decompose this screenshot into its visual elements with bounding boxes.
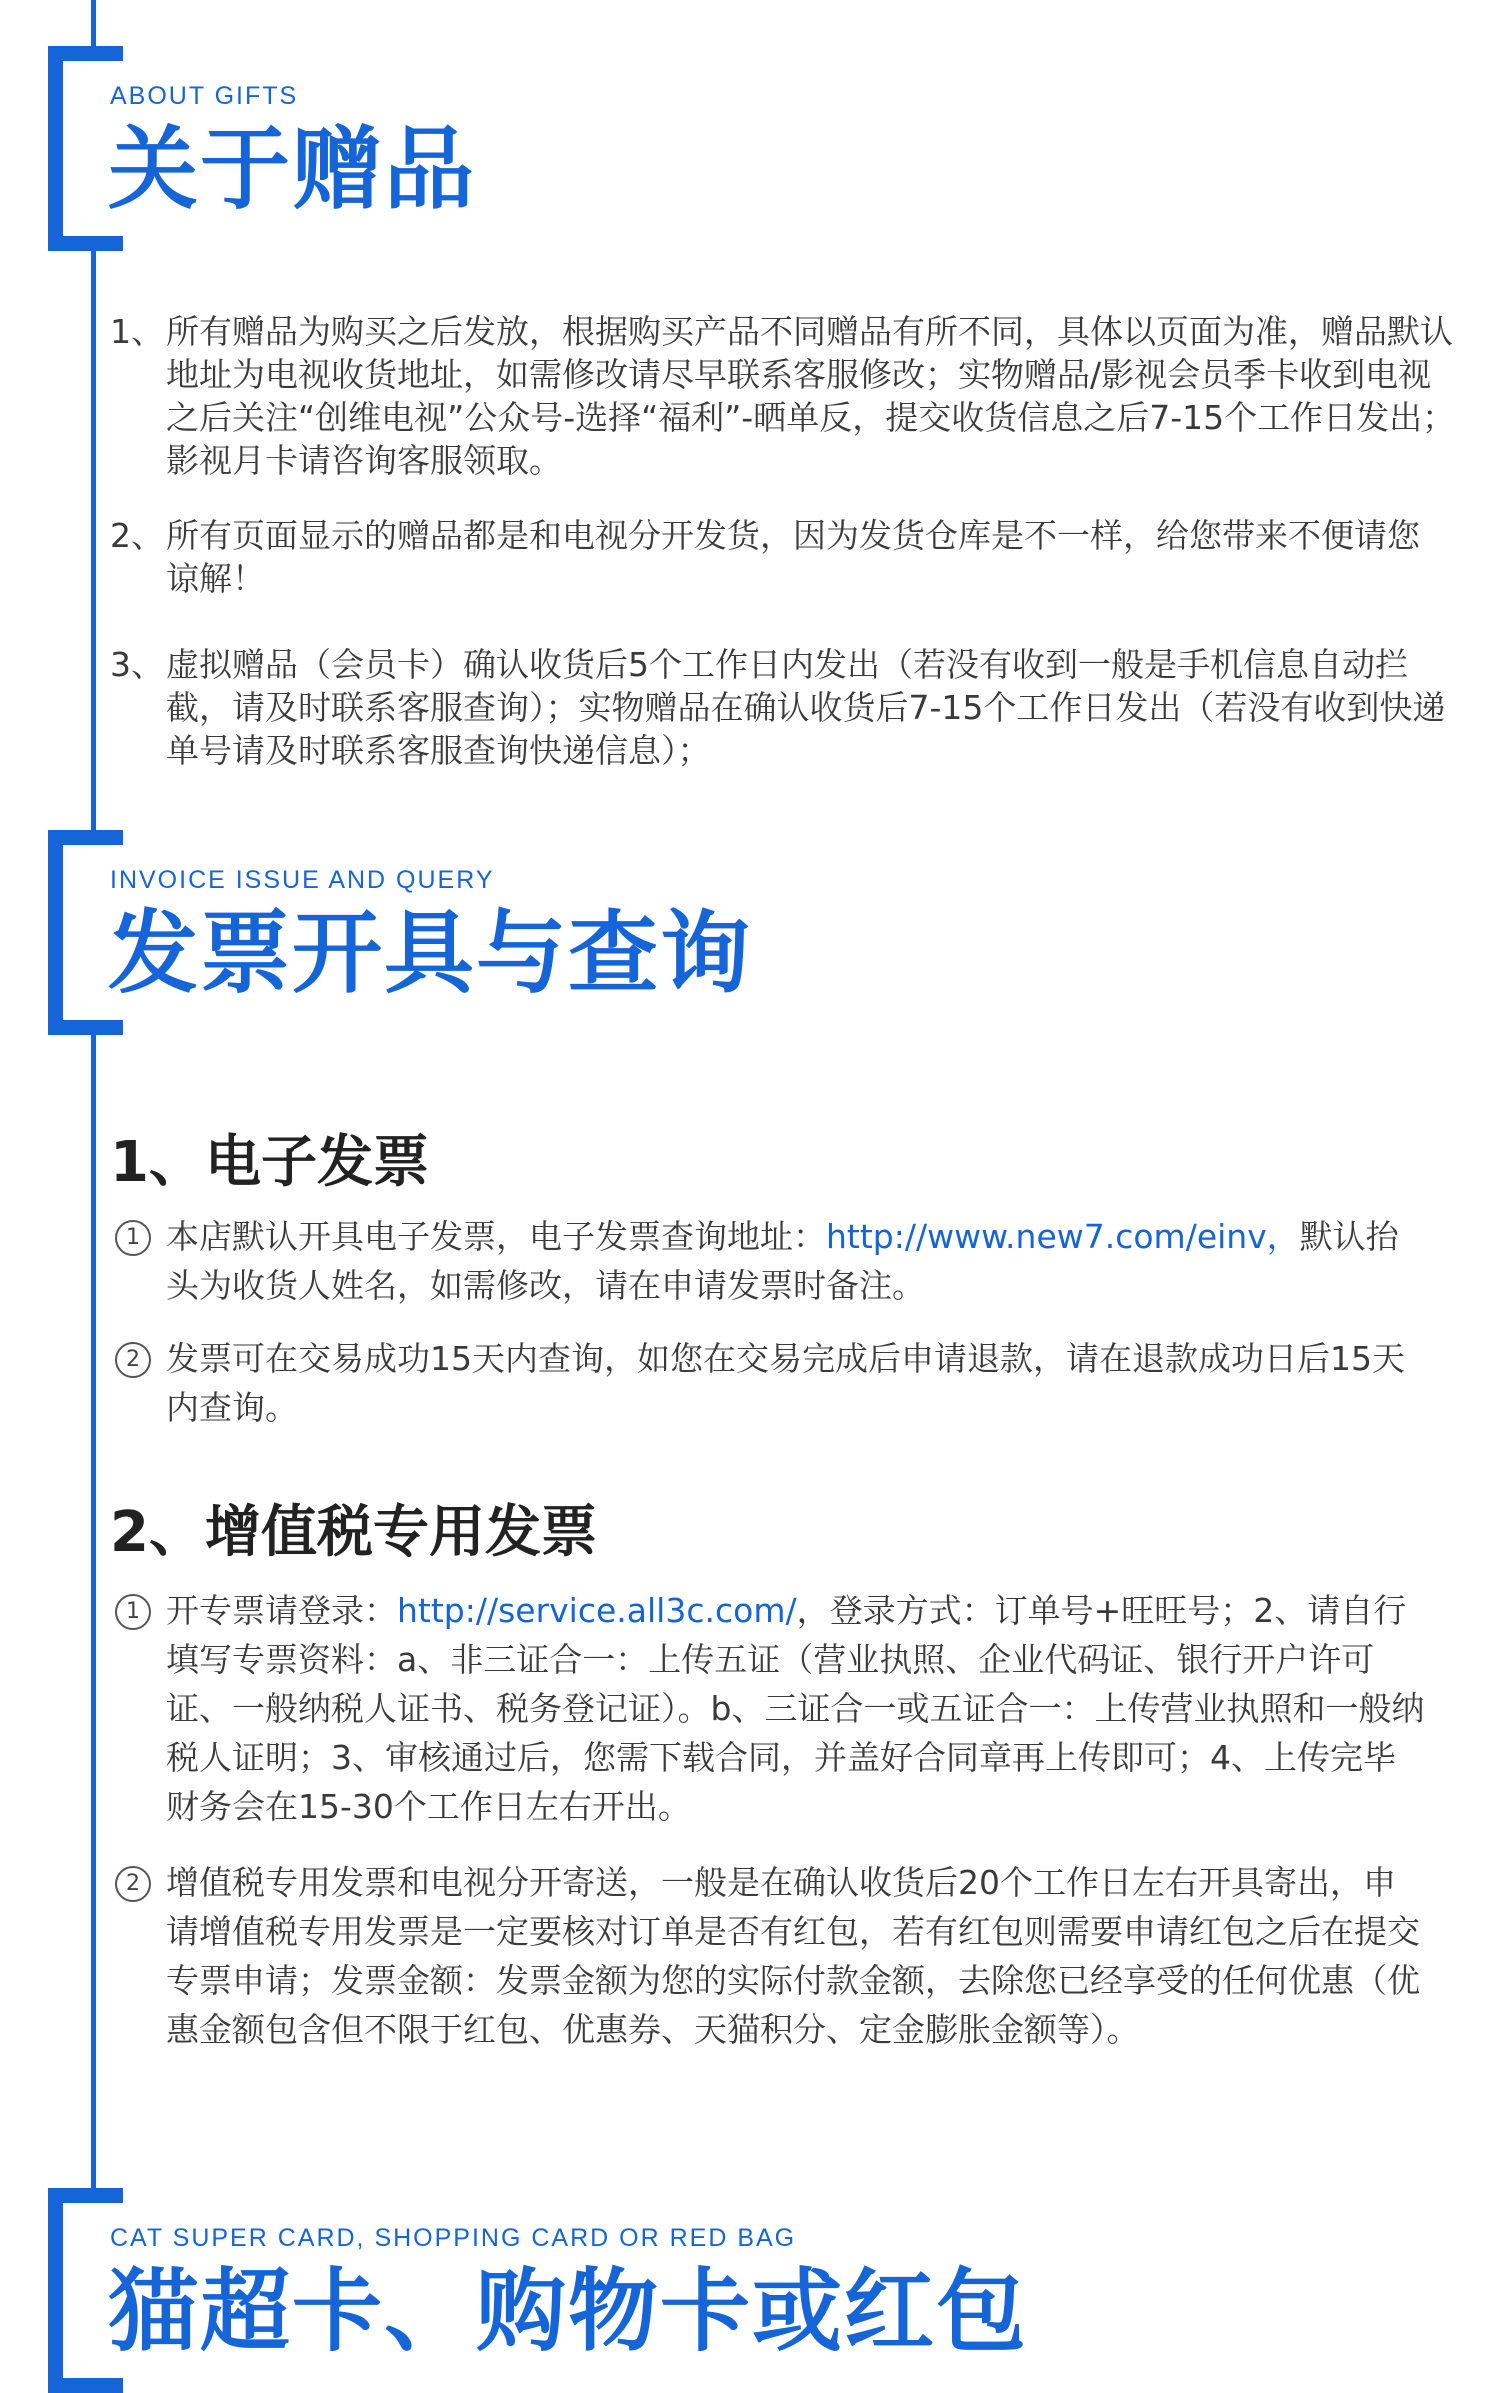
gift-item-2 xyxy=(110,514,1460,600)
vat-invoice-item-2 xyxy=(166,1858,1426,2054)
item-number: 2、 xyxy=(110,516,164,555)
item-text: 所有赠品为购买之后发放，根据购买产品不同赠品有所不同，具体以页面为准，赠品默认地址为电视收货地址，如需修改请尽早联系客服修改；实物赠品/影视会员季卡收到电视之后关注“创维电视”公众号-选择“福利”-晒单反，提交收货信息之后7-15个工作日发出；影视月卡请咨询客服领取。 xyxy=(166,312,1456,480)
item-text: 发票可在交易成功15天内查询，如您在交易完成后申请退款，请在退款成功日后15天内查询。 xyxy=(166,1339,1405,1427)
item-number: 3、 xyxy=(110,645,164,684)
e-invoice-item-2 xyxy=(166,1334,1426,1432)
item-text: 开专票请登录： xyxy=(166,1591,397,1630)
e-invoice-title: 1、电子发票 xyxy=(110,1130,429,1195)
item-text: 增值税专用发票和电视分开寄送，一般是在确认收货后20个工作日左右开具寄出，申请增值税专用发票是一定要核对订单是否有红包，若有红包则需要申请红包之后在提交专票申请；发票金额：发票金额为您的实际付款金额，去除您已经享受的任何优惠（优惠金额包含但不限于红包、优惠券、天猫积分、定金膨胀金额等）。 xyxy=(166,1863,1420,2049)
vat-invoice-item-1 xyxy=(166,1586,1426,1831)
section-subtitle-en: ABOUT GIFTS xyxy=(110,82,299,110)
section-header-gifts xyxy=(48,46,1148,256)
circled-number-2: 2 xyxy=(115,1342,151,1378)
item-text-cont: 默认抬头为收货人姓名，如需修改，请在申请发票时备注。 xyxy=(166,1217,1399,1305)
section-title-zh: 关于赠品 xyxy=(108,117,476,222)
item-text: 虚拟赠品（会员卡）确认收货后5个工作日内发出（若没有收到一般是手机信息自动拦截，请及时联系客服查询）；实物赠品在确认收货后7-15个工作日发出（若没有收到快递单号请及时联系客服查询快递信息）； xyxy=(166,645,1446,770)
item-number: 1、 xyxy=(110,312,164,351)
timeline-line xyxy=(91,0,96,2322)
gift-item-3 xyxy=(110,643,1460,772)
service-login-link[interactable]: http://service.all3c.com/ xyxy=(397,1591,797,1630)
section-title-zh: 发票开具与查询 xyxy=(108,901,752,1006)
e-invoice-item-1 xyxy=(166,1212,1426,1310)
section-header-invoice xyxy=(48,830,1148,1040)
circled-number-1: 1 xyxy=(115,1220,151,1256)
item-text-cont: ，登录方式：订单号+旺旺号；2、请自行填写专票资料：a、非三证合一：上传五证（营业执照、企业代码证、银行开户许可证、一般纳税人证书、税务登记证）。b、三证合一或五证合一：上传营业执照和一般纳税人证明；3、审核通过后，您需下载合同，并盖好合同章再上传即可；4、上传完毕财务会在15-30个工作日左右开出。 xyxy=(166,1591,1425,1826)
vat-invoice-title: 2、增值税专用发票 xyxy=(110,1500,597,1565)
gift-item-1 xyxy=(110,310,1460,482)
circled-number-1: 1 xyxy=(115,1594,151,1630)
section-header-cards xyxy=(48,2188,1148,2388)
item-text: 所有页面显示的赠品都是和电视分开发货，因为发货仓库是不一样，给您带来不便请您谅解！ xyxy=(166,516,1420,598)
item-text: 本店默认开具电子发票，电子发票查询地址： xyxy=(166,1217,826,1256)
section-title-zh: 猫超卡、购物卡或红包 xyxy=(108,2259,1028,2364)
invoice-query-link[interactable]: http://www.new7.com/einv， xyxy=(826,1217,1300,1256)
section-subtitle-en: CAT SUPER CARD, SHOPPING CARD OR RED BAG xyxy=(110,2224,797,2252)
section-subtitle-en: INVOICE ISSUE AND QUERY xyxy=(110,866,495,894)
circled-number-2: 2 xyxy=(115,1866,151,1902)
